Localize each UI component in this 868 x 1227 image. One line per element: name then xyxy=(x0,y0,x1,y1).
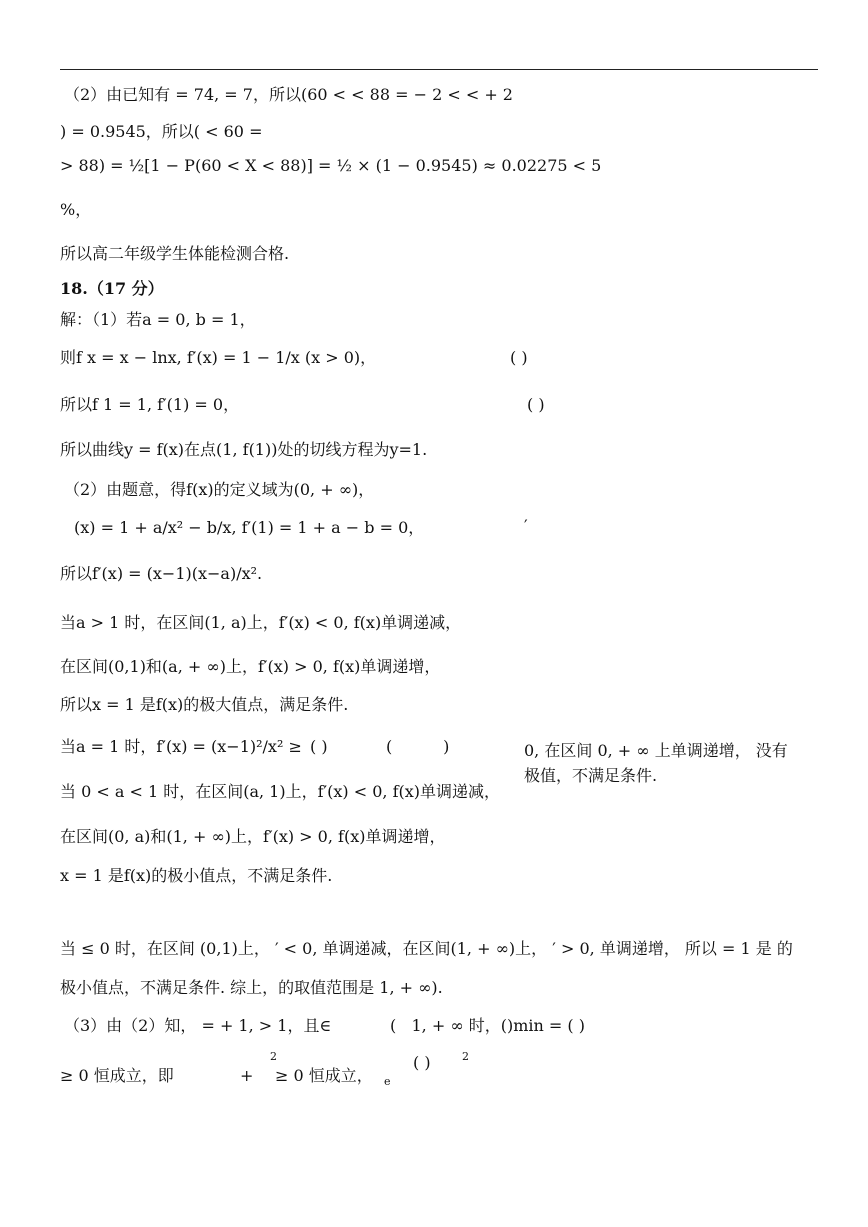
text-fragment: ( ) xyxy=(510,348,528,367)
text-line: 当 ≤ 0 时，在区间 (0,1)上， ′ < 0, 单调递减，在区间(1, + ∞)上， ′ > 0, 单调递增， 所以 = 1 是 的 xyxy=(60,939,793,958)
text-fragment: ( ) xyxy=(527,395,545,414)
text-fragment: ′ xyxy=(524,516,528,535)
text-fragment: ( ) xyxy=(413,1053,431,1072)
text-fragment: + xyxy=(240,1066,254,1085)
subscript: e xyxy=(384,1075,391,1088)
text-line: 在区间(0,1)和(a, + ∞)上，f′(x) > 0, f(x)单调递增， xyxy=(60,657,441,676)
superscript: 2 xyxy=(462,1050,469,1063)
text-fragment: ≥ 0 恒成立， xyxy=(275,1066,373,1085)
header-rule xyxy=(60,69,818,70)
text-line: （2）由题意，得f(x)的定义域为(0, + ∞)， xyxy=(64,480,375,499)
superscript: 2 xyxy=(270,1050,277,1063)
text-line: 在区间(0, a)和(1, + ∞)上，f′(x) > 0, f(x)单调递增， xyxy=(60,827,446,846)
text-line: ) = 0.9545，所以( < 60 = xyxy=(60,122,263,141)
text-line: ≥ 0 恒成立，即 xyxy=(60,1066,174,1085)
text-line: 0, 在区间 0, + ∞ 上单调递增， 没有 xyxy=(524,741,788,760)
text-line: > 88) = ½[1 − P(60 < X < 88)] = ½ × (1 − 0.9545) ≈ 0.02275 < 5 xyxy=(60,156,602,175)
text-line: 所以f′(x) = (x−1)(x−a)/x². xyxy=(60,564,263,583)
text-line: 当a > 1 时，在区间(1, a)上，f′(x) < 0, f(x)单调递减， xyxy=(60,613,462,632)
text-line: x = 1 是f(x)的极小值点，不满足条件. xyxy=(60,866,333,885)
text-fragment: ( 1, + ∞ 时，()min = ( ) xyxy=(390,1016,585,1035)
text-line: 当a = 1 时，f′(x) = (x−1)²/x² ≥ xyxy=(60,737,302,756)
text-fragment: ( ) xyxy=(310,737,328,756)
text-line: （3）由（2）知， = + 1, > 1，且∈ xyxy=(64,1016,332,1035)
text-line: %， xyxy=(60,200,92,219)
text-line: 所以f 1 = 1, f′(1) = 0， xyxy=(60,395,240,414)
text-line: 极小值点，不满足条件. 综上，的取值范围是 1, + ∞). xyxy=(60,978,443,997)
text-fragment: ( ) xyxy=(386,737,450,756)
text-line: 则f x = x − lnx, f′(x) = 1 − 1/x (x > 0)， xyxy=(60,348,377,367)
text-line: （2）由已知有 = 74, = 7，所以(60 < < 88 = − 2 < < + 2 xyxy=(64,85,513,104)
question-number: 18.（17 分） xyxy=(60,279,164,298)
text-line: 解：（1）若a = 0, b = 1， xyxy=(60,310,256,329)
text-line: 所以曲线y = f(x)在点(1, f(1))处的切线方程为y=1. xyxy=(60,440,428,459)
text-line: 所以x = 1 是f(x)的极大值点，满足条件. xyxy=(60,695,349,714)
text-line: 所以高二年级学生体能检测合格. xyxy=(60,244,290,263)
text-line: (x) = 1 + a/x² − b/x, f′(1) = 1 + a − b = 0， xyxy=(74,518,425,537)
text-line: 当 0 < a < 1 时，在区间(a, 1)上，f′(x) < 0, f(x)单调递减， xyxy=(60,782,501,801)
text-line: 极值，不满足条件. xyxy=(524,766,658,785)
